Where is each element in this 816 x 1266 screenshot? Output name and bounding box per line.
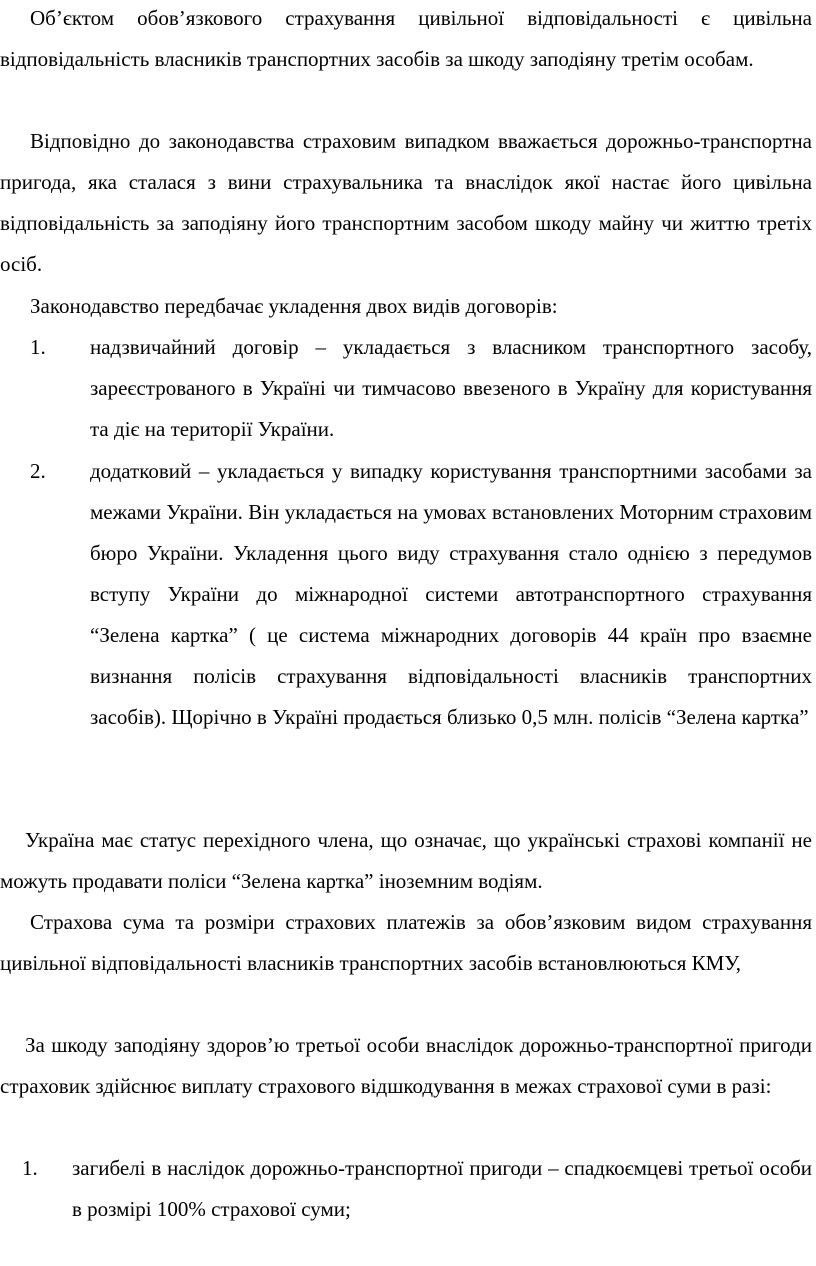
list-item-number: 1. [22, 1156, 38, 1180]
paragraph-object-of-insurance: Об’єктом обов’язкового страхування цивільної відповідальності є цивільна відповідальність власників транспортних засобів за шкоду заподіяну третім особам. [0, 6, 812, 71]
paragraph-health-damage: За шкоду заподіяну здоров’ю третьої особи внаслідок дорожньо-транспортної пригоди страховик здійснює виплату страхового відшкодування в межах страхової суми в разі: [0, 1033, 812, 1098]
list-item-number: 1. [30, 335, 46, 359]
paragraph-ukraine-status: Україна має статус перехідного члена, що означає, що українські страхові компанії не можуть продавати поліси “Зелена картка” іноземним водіям. [0, 828, 812, 893]
paragraph-contract-types-intro: Законодавство передбачає укладення двох видів договорів: [30, 294, 558, 318]
list-item-text: додатковий – укладається у випадку користування транспортними засобами за межами України. Він укладається на умовах встановлених Моторним страховим бюро України. Укладення цього виду страхування стало однією з передумов вступу України до міжнародної системи автотранспортного страхування “Зелена картка” ( це система міжнародних договорів 44 країн про взаємне визнання полісів страхування відповідальності власників транспортних засобів). Щорічно в Україні продається близько 0,5 млн. полісів “Зелена картка” [90, 459, 812, 729]
paragraph-insured-event: Відповідно до законодавства страховим випадком вважається дорожньо-транспортна пригода, яка сталася з вини страхувальника та внаслідок якої настає його цивільна відповідальність за заподіяну його транспортним засобом шкоду майну чи життю третіх осіб. [0, 129, 812, 276]
list-item-text: надзвичайний договір – укладається з власником транспортного засобу, зареєстрованого в Україні чи тимчасово ввезеного в Україну для користування та діє на території України. [90, 335, 812, 441]
list-item-text: загибелі в наслідок дорожньо-транспортної пригоди – спадкоємцеві третьої особи в розмірі 100% страхової суми; [72, 1156, 812, 1221]
list-item-number: 2. [30, 459, 46, 483]
paragraph-sum-insured: Страхова сума та розміри страхових платежів за обов’язковим видом страхування цивільної відповідальності власників транспортних засобів встановлюються КМУ, [0, 910, 812, 975]
